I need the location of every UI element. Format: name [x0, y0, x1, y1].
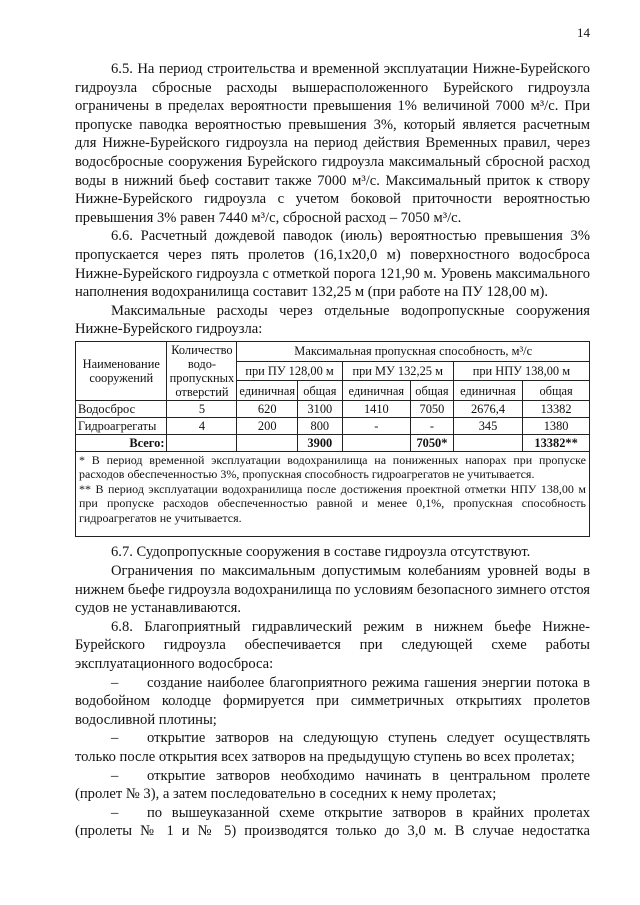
list-item-text: по вышеуказанной схеме открытие затворов в крайних пролетах (пролеты № 1 и № 5) производятся только до 3,0 м. В случае недостатка [75, 804, 590, 840]
paragraph-6-6: 6.6. Расчетный дождевой паводок (июль) вероятностью превышения 3% пропускается через пять пролетов (16,1х20,0 м) поверхностного водосброса Нижне-Бурейского гидроузла с отметкой порога 121,90 м. Уровень максимального наполнения водохранилища составит 132,25 м (при работе на ПУ 128,00 м). [75, 228, 590, 301]
list-item [75, 804, 590, 841]
dash-marker: – [111, 674, 119, 691]
paragraph-6-5: 6.5. На период строительства и временной эксплуатации Нижне-Бурейского гидроузла сбросные расходы вышерасположенного Бурейского гидроузла ограничены в пределах вероятности превышения 1% величиной 7000 м³/с. При пропуске паводка вероятностью превышения 3%, который является расчетным для Нижне-Бурейского гидроузла на период действия Временных правил, через водосбросные сооружения Бурейского гидроузла максимальный сбросной расход воды в нижний бьеф составит также 7000 м³/с. Максимальный приток к створу Нижне-Бурейского гидроузла с учетом боковой приточности вероятностью превышения 3% равен 7440 м³/с, сбросной расход – 7050 м³/с. [75, 61, 590, 226]
header-level-pu: при ПУ 128,00 м [237, 361, 342, 381]
row-value: 1380 [523, 417, 590, 434]
total-value: 7050* [411, 434, 454, 451]
header-level-mu: при МУ 132,25 м [342, 361, 453, 381]
paragraph-6-7: 6.7. Судопропускные сооружения в составе гидроузла отсутствуют. [111, 544, 531, 561]
row-count: 4 [167, 417, 237, 434]
row-name: Гидроагрегаты [76, 417, 167, 434]
list-item-text: открытие затворов на следующую ступень следует осуществлять только после открытия всех затворов на предыдущую ступень во всех пролетах; [75, 730, 590, 765]
list-item [75, 767, 590, 804]
header-level-npu: при НПУ 138,00 м [453, 361, 589, 381]
row-name: Водосброс [76, 400, 167, 417]
header-total: общая [523, 381, 590, 401]
capacity-table [75, 341, 590, 538]
list-item-text: создание наиболее благоприятного режима гашения энергии потока в водобойном колодце формируется при симметричных открытиях пролетов водосливной плотины; [75, 674, 590, 728]
dash-marker: – [111, 767, 119, 784]
row-value: - [411, 417, 454, 434]
header-capacity: Максимальная пропускная способность, м³/с [237, 341, 590, 361]
page-content [75, 60, 590, 841]
table-row [76, 400, 590, 417]
row-value: 3100 [298, 400, 343, 417]
row-value: 2676,4 [453, 400, 522, 417]
total-label: Всего: [76, 434, 167, 451]
row-value: - [342, 417, 410, 434]
note-1: * В период временной эксплуатации водохранилища на пониженных напорах при пропуске расходов обеспеченностью 3%, пропускная способность гидроагрегатов не учитывается. [79, 452, 586, 482]
header-total: общая [411, 381, 454, 401]
row-value: 13382 [523, 400, 590, 417]
row-value: 7050 [411, 400, 454, 417]
page-number: 14 [577, 25, 590, 40]
row-count: 5 [167, 400, 237, 417]
header-single: единичная [342, 381, 410, 401]
row-value: 1410 [342, 400, 410, 417]
note-2: ** В период эксплуатации водохранилища после достижения проектной отметки НПУ 138,00 м при пропуске расходов обеспеченностью равной и менее 0,1%, пропускная способность гидроагрегатов не учитывается. [79, 481, 586, 525]
list-item-text: открытие затворов необходимо начинать в центральном пролете (пролет № 3), а затем последовательно в соседних к нему пролетах; [75, 767, 590, 803]
header-single: единичная [237, 381, 298, 401]
header-single: единичная [453, 381, 522, 401]
header-count: Количество водо-пропускных отверстий [167, 341, 237, 400]
table-note-row [76, 451, 590, 537]
header-name: Наименование сооружений [76, 341, 167, 400]
total-value: 3900 [298, 434, 343, 451]
row-value: 200 [237, 417, 298, 434]
row-value: 620 [237, 400, 298, 417]
row-value: 345 [453, 417, 522, 434]
paragraph-6-8: 6.8. Благоприятный гидравлический режим в нижнем бьефе Нижне-Бурейского гидроузла обеспечивается при следующей схеме работы эксплуатационного водосброса: [75, 618, 590, 672]
list-item [75, 729, 590, 766]
list-item [75, 674, 590, 730]
table-row [76, 417, 590, 434]
table-notes [76, 451, 590, 537]
dash-marker: – [111, 730, 119, 747]
table-total-row [76, 434, 590, 451]
paragraph-6-7-b: Ограничения по максимальным допустимым колебаниям уровней воды в нижнем бьефе гидроузла водохранилища по условиям безопасного зимнего отстоя судов не устанавливаются. [75, 563, 590, 617]
total-value: 13382** [523, 434, 590, 451]
row-value: 800 [298, 417, 343, 434]
header-total: общая [298, 381, 343, 401]
dash-marker: – [111, 804, 119, 821]
table-intro: Максимальные расходы через отдельные водопропускные сооружения Нижне-Бурейского гидроузла: [75, 302, 590, 338]
table-header-row [76, 341, 590, 361]
